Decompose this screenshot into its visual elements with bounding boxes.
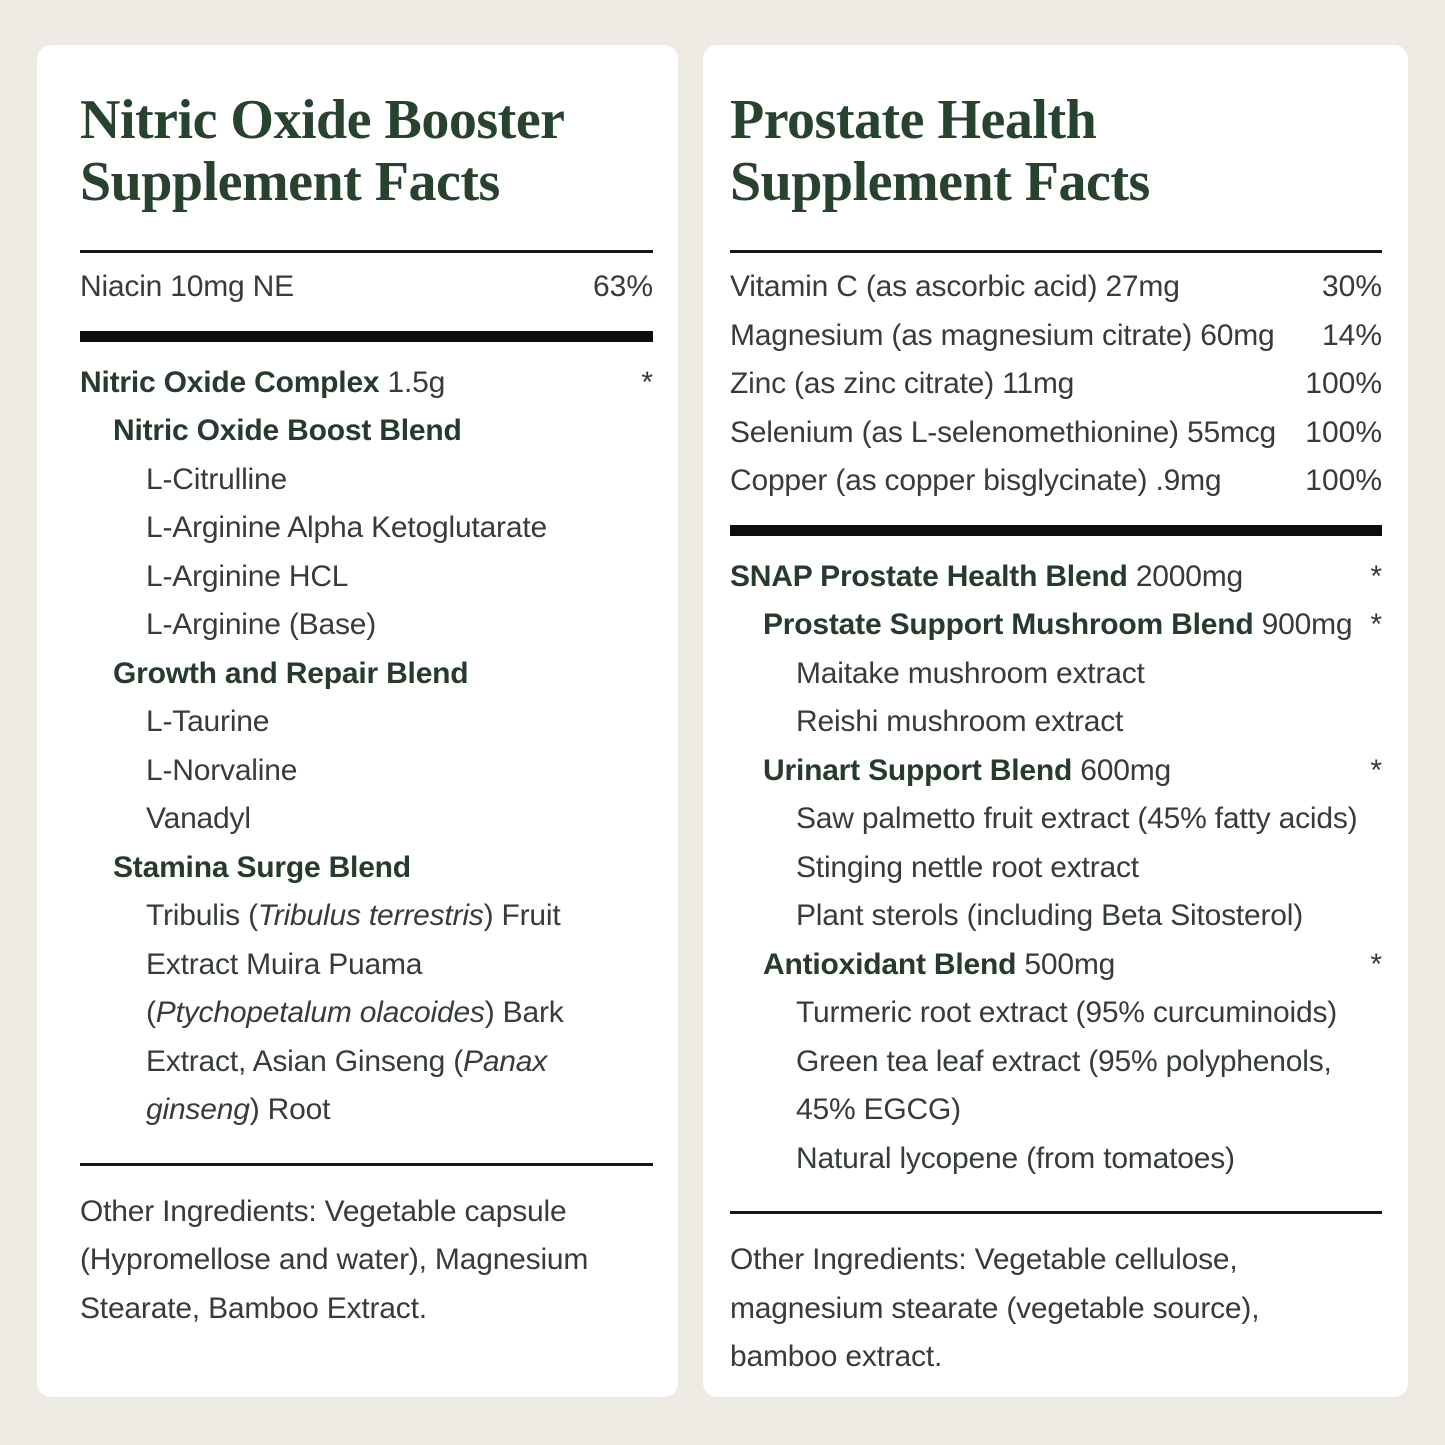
row-label-text: Magnesium (as magnesium citrate) 60mg [730, 318, 1275, 352]
row-label-text: Extract, Asian Ginseng ( [146, 1044, 464, 1078]
row-label-text: Vanadyl [146, 802, 251, 835]
panel-title [80, 89, 653, 213]
row-label-text: ) Root [249, 1093, 331, 1126]
row-label-bold: Nitric Oxide Boost Blend [113, 414, 462, 447]
row-label-text: Zinc (as zinc citrate) 11mg [730, 367, 1075, 400]
row-label-text: Extract Muira Puama [146, 947, 423, 981]
row-label [730, 601, 1352, 650]
row-label [730, 409, 1276, 458]
row-label-text: 900mg [1253, 608, 1353, 641]
blend_rows-row [730, 698, 1382, 747]
daily-value-percent: 63% [592, 270, 653, 303]
row-label-text: Selenium (as L-selenomethionine) 55mcg [730, 415, 1277, 449]
blend_rows-row [730, 892, 1382, 941]
row-label-text: Saw palmetto fruit extract (45% fatty acids) [796, 802, 1358, 835]
row-label [80, 263, 294, 312]
other-ingredients-line: magnesium stearate (vegetable source), [730, 1291, 1260, 1325]
daily_value_rows-row [730, 360, 1382, 409]
row-label-text: Green tea leaf extract (95% polyphenols, [796, 1044, 1332, 1078]
row-label-text: L-Norvaline [146, 753, 298, 787]
blend_rows-row [80, 698, 653, 747]
row-label [730, 747, 1171, 796]
row-label [730, 312, 1274, 361]
panel-title [730, 89, 1382, 213]
row-label [80, 650, 468, 699]
daily_value_rows-row [80, 263, 653, 312]
blend_rows-row [80, 1038, 653, 1087]
blend_rows-row [730, 553, 1382, 602]
row-label [80, 504, 547, 553]
row-label-text: Natural lycopene (from tomatoes) [796, 1141, 1235, 1175]
divider-thick [80, 331, 653, 342]
other-ingredients-line: (Hypromellose and water), Magnesium [80, 1243, 589, 1276]
other-ingredients [730, 1236, 1382, 1382]
row-label-text: L-Citrulline [146, 462, 287, 496]
row-label-text: Plant sterols (including Beta Sitosterol) [796, 899, 1304, 932]
row-label-text: Reishi mushroom extract [796, 705, 1124, 738]
other-ingredients-line: Stearate, Bamboo Extract. [80, 1291, 427, 1325]
asterisk-marker: * [1370, 559, 1382, 593]
row-label [730, 844, 1139, 893]
blend_rows-row [80, 941, 653, 990]
daily_value_rows-row [730, 409, 1382, 458]
other-ingredients-line: Other Ingredients: Vegetable capsule [80, 1194, 567, 1228]
divider-thin-top [730, 250, 1382, 253]
row-label-text: Copper (as copper bisglycinate) .9mg [730, 464, 1222, 497]
row-label-text: Vitamin C (as ascorbic acid) 27mg [730, 270, 1180, 303]
blend_rows-row [730, 1038, 1382, 1087]
blend_rows-row [80, 989, 653, 1038]
blend_rows-row [80, 504, 653, 553]
blend_rows-row [730, 795, 1382, 844]
daily-value-rows [730, 263, 1382, 506]
nitric-oxide-booster-panel [37, 45, 678, 1397]
row-label [80, 553, 348, 602]
row-label-text: Tribulis ( [146, 899, 258, 932]
panel-title-line: Supplement Facts [80, 151, 500, 213]
blend_rows-row [80, 747, 653, 796]
blend_rows-row [730, 1086, 1382, 1135]
row-label [80, 407, 462, 456]
blend_rows-row [80, 359, 653, 408]
row-label [730, 360, 1074, 409]
daily_value_rows-row [730, 263, 1382, 312]
blend_rows-row [80, 553, 653, 602]
blend_rows-row [730, 941, 1382, 990]
asterisk-marker: * [1370, 753, 1382, 787]
row-label-italic: Ptychopetalum olacoides [155, 996, 485, 1029]
asterisk-marker: * [1370, 608, 1382, 641]
row-label-text: ( [146, 996, 156, 1029]
blend-rows [730, 553, 1382, 1184]
row-label [730, 1038, 1332, 1087]
divider-thin-bottom [80, 1163, 653, 1166]
row-label-text: L-Arginine (Base) [146, 608, 377, 641]
blend_rows-row [80, 456, 653, 505]
daily-value-percent: 100% [1305, 464, 1382, 497]
prostate-health-panel [703, 45, 1408, 1397]
row-label [80, 844, 411, 893]
row-label-text: L-Arginine Alpha Ketoglutarate [146, 511, 547, 544]
row-label-bold: Stamina Surge Blend [113, 850, 411, 884]
row-label-bold: SNAP Prostate Health Blend [730, 559, 1128, 593]
row-label-italic: Tribulus terrestris [257, 899, 484, 932]
row-label [80, 456, 287, 505]
row-label [80, 359, 445, 408]
row-label-bold: Nitric Oxide Complex [80, 365, 380, 399]
row-label [80, 1086, 330, 1135]
row-label-italic: ginseng [146, 1093, 250, 1126]
divider-thin-top [80, 250, 653, 253]
row-label-text: Stinging nettle root extract [796, 850, 1139, 884]
row-label [80, 1038, 547, 1087]
blend_rows-row [80, 650, 653, 699]
row-label [730, 553, 1243, 602]
row-label [730, 795, 1357, 844]
row-label [730, 650, 1145, 699]
blend_rows-row [80, 1086, 653, 1135]
row-label [80, 747, 297, 796]
row-label [730, 457, 1221, 506]
blend_rows-row [80, 601, 653, 650]
row-label-text: 500mg [1016, 947, 1116, 981]
blend_rows-row [730, 844, 1382, 893]
blend_rows-row [80, 892, 653, 941]
panel-title-line: Supplement Facts [730, 151, 1150, 213]
daily-value-percent: 100% [1305, 367, 1382, 400]
row-label [730, 263, 1180, 312]
row-label-text: ) Fruit [483, 899, 561, 932]
daily_value_rows-row [730, 457, 1382, 506]
blend_rows-row [730, 1135, 1382, 1184]
blend_rows-row [80, 795, 653, 844]
daily-value-percent: 30% [1321, 270, 1382, 303]
blend_rows-row [730, 650, 1382, 699]
blend_rows-row [730, 747, 1382, 796]
asterisk-marker: * [641, 365, 653, 399]
row-label-text: L-Arginine HCL [146, 559, 349, 593]
row-label [80, 601, 376, 650]
blend_rows-row [730, 989, 1382, 1038]
divider-thin-bottom [730, 1211, 1382, 1214]
row-label [80, 941, 422, 990]
row-label-text: L-Taurine [146, 705, 270, 738]
row-label-text: Turmeric root extract (95% curcuminoids) [796, 996, 1338, 1029]
row-label-text: Niacin 10mg NE [80, 270, 294, 303]
row-label-text: 2000mg [1127, 559, 1244, 593]
daily-value-rows [80, 263, 653, 312]
row-label [730, 941, 1115, 990]
blend_rows-row [80, 844, 653, 893]
panel-title-line: Nitric Oxide Booster [80, 89, 565, 151]
row-label-bold: Prostate Support Mushroom Blend [763, 608, 1254, 641]
daily_value_rows-row [730, 312, 1382, 361]
other-ingredients-line: Other Ingredients: Vegetable cellulose, [730, 1243, 1238, 1276]
asterisk-marker: * [1370, 947, 1382, 981]
row-label-text: Maitake mushroom extract [796, 656, 1145, 690]
row-label-text: 600mg [1072, 753, 1172, 787]
blend-rows [80, 359, 653, 1135]
row-label [80, 795, 251, 844]
row-label-bold: Antioxidant Blend [763, 947, 1017, 981]
row-label [730, 1135, 1235, 1184]
blend_rows-row [80, 407, 653, 456]
other-ingredients [80, 1188, 653, 1334]
row-label-bold: Urinart Support Blend [763, 753, 1073, 787]
row-label [730, 989, 1337, 1038]
other-ingredients-line: bamboo extract. [730, 1340, 943, 1373]
blend_rows-row [730, 601, 1382, 650]
daily-value-percent: 100% [1305, 415, 1382, 449]
row-label-text: 45% EGCG) [796, 1093, 961, 1126]
row-label-text: ) Bark [484, 996, 564, 1029]
row-label [730, 698, 1123, 747]
panel-title-line: Prostate Health [730, 89, 1097, 151]
row-label-italic: Panax [463, 1044, 548, 1078]
row-label [80, 892, 561, 941]
row-label-bold: Growth and Repair Blend [113, 656, 469, 690]
row-label-text: 1.5g [379, 365, 446, 399]
row-label [730, 892, 1303, 941]
row-label [80, 698, 269, 747]
divider-thick [730, 525, 1382, 536]
row-label [80, 989, 564, 1038]
row-label [730, 1086, 961, 1135]
daily-value-percent: 14% [1321, 318, 1382, 352]
